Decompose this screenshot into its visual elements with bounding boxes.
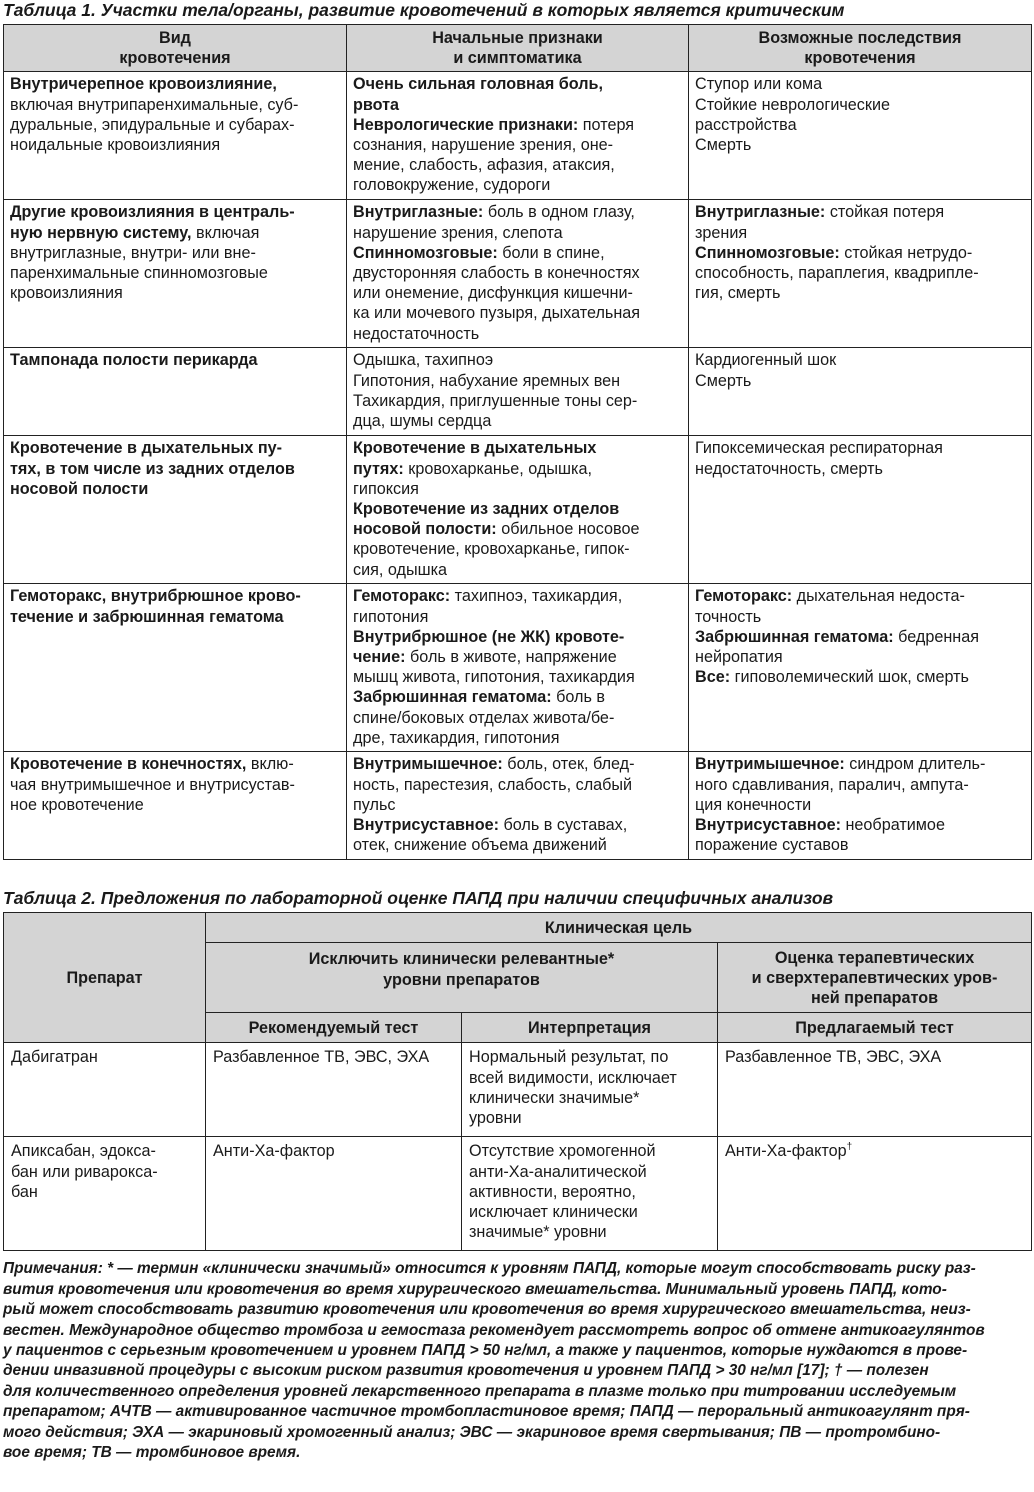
text-line: Стойкие неврологические xyxy=(695,95,891,114)
header-line: и симптоматика xyxy=(453,49,582,68)
text-line: Внутричерепное кровоизлияние, xyxy=(10,75,277,94)
text-line: значимые* уровни xyxy=(469,1223,607,1242)
text-line: дыхательная недоста- xyxy=(796,587,965,606)
proposed-test-cell xyxy=(718,1137,1032,1251)
notes-line: Примечания: * — термин «клинически значимый» относится к уровням ПАПД, которые могут способствовать риску раз- xyxy=(3,1260,976,1278)
text-line: головокружение, судороги xyxy=(353,176,551,195)
text-line: боль, отек, блед- xyxy=(507,755,635,774)
consequences-cell xyxy=(689,200,1032,348)
notes xyxy=(3,1259,1032,1463)
notes-line: дении инвазивной процедуры с высоким риском развития кровотечения и уровнем ПАПД > 30 нг/мл [17]; † — полезен xyxy=(3,1362,929,1380)
text-line: бан или риварокса- xyxy=(11,1162,158,1181)
text-line: рвота xyxy=(353,95,400,114)
text-line: точность xyxy=(695,607,762,626)
text-line: Тахикардия, приглушенные тоны сер- xyxy=(353,391,638,410)
text-line: мышц живота, гипотония, тахикардия xyxy=(353,668,635,687)
text-line: Гипоксемическая респираторная xyxy=(695,439,943,458)
text-label: Внутримышечное: xyxy=(353,755,503,774)
text-line: Разбавленное ТВ, ЭВС, ЭХА xyxy=(725,1048,942,1067)
text-line: Гемоторакс, внутрибрюшное крово- xyxy=(10,587,301,606)
header-line: Исключить клинически релевантные* xyxy=(308,950,615,969)
text-line: анти-Ха-аналитической xyxy=(469,1162,647,1181)
text-line: исключает клинически xyxy=(469,1203,638,1222)
interpretation-header: Интерпретация xyxy=(462,1013,718,1043)
text-line: гиповолемический шок, смерть xyxy=(734,668,969,687)
text-line: нейропатия xyxy=(695,648,783,667)
table1-header-cell xyxy=(4,25,347,72)
test-cell xyxy=(206,1043,462,1137)
text-line: дуральные, эпидуральные и субарах- xyxy=(10,115,295,134)
table-row xyxy=(4,200,1032,348)
drug-cell xyxy=(4,1043,206,1137)
text-label: Забрюшинная гематома: xyxy=(353,688,552,707)
table2-caption: Таблица 2. Предложения по лабораторной оценке ПАПД при наличии специфичных анализов xyxy=(3,888,834,909)
text-line: дца, шумы сердца xyxy=(353,412,492,431)
bleeding-type-cell xyxy=(4,752,347,860)
text-line: Очень сильная головная боль, xyxy=(353,75,603,94)
text-line: мение, слабость, афазия, атаксия, xyxy=(353,156,615,175)
consequences-cell xyxy=(689,436,1032,584)
table1-header-row xyxy=(4,25,1032,72)
text-line: дре, тахикардия, гипотония xyxy=(353,728,560,747)
symptoms-cell xyxy=(347,348,689,436)
bleeding-type-cell xyxy=(4,584,347,752)
text-line: боль в суставах, xyxy=(503,816,628,835)
proposed-test-header: Предлагаемый тест xyxy=(718,1013,1032,1043)
text-line: тахипноэ, тахикардия, xyxy=(454,587,623,606)
table-row xyxy=(4,1137,1032,1251)
text-line: или онемение, дисфункция кишечни- xyxy=(353,284,633,303)
table-row xyxy=(4,1043,1032,1137)
text-line: Кровотечение в дыхательных xyxy=(353,439,597,458)
proposed-test-cell xyxy=(718,1043,1032,1137)
symptoms-cell xyxy=(347,584,689,752)
text-line: Гипотония, набухание яремных вен xyxy=(353,371,621,390)
text-line: отек, снижение объема движений xyxy=(353,836,607,855)
text-line: боль в одном глазу, xyxy=(487,203,635,222)
text-line: клинически значимые* xyxy=(469,1088,640,1107)
bleeding-type-cell xyxy=(4,200,347,348)
text-line: расстройства xyxy=(695,115,797,134)
text-line: Анти-Ха-фактор xyxy=(213,1142,335,1161)
text-line: внутриглазные, внутри- или вне- xyxy=(10,243,256,262)
text-line: ция конечности xyxy=(695,795,812,814)
footnote-mark: † xyxy=(846,1142,853,1154)
bleeding-type-cell xyxy=(4,72,347,200)
text-line: недостаточность, смерть xyxy=(695,459,883,478)
text-line: бедренная xyxy=(898,627,979,646)
table1-header-cell xyxy=(347,25,689,72)
notes-line: вития кровотечения или кровотечения во время хирургического вмешательства. Минимальный уровень ПАПД, кото- xyxy=(3,1280,947,1298)
text-line: стойкая потеря xyxy=(829,203,945,222)
header-line: кровотечения xyxy=(119,49,231,68)
text-line: потеря xyxy=(582,115,635,134)
text-line: ность, парестезия, слабость, слабый xyxy=(353,775,633,794)
text-line: носовой полости xyxy=(10,479,149,498)
text-label: чение: xyxy=(353,648,406,667)
text-line: Анти-Ха-фактор xyxy=(725,1142,847,1161)
text-line: гипотония xyxy=(353,607,429,626)
text-label: Кровотечение в конечностях, xyxy=(10,755,247,774)
text-line: Смерть xyxy=(695,371,752,390)
text-line: Другие кровоизлияния в централь- xyxy=(10,203,295,222)
bleeding-type-cell xyxy=(4,436,347,584)
text-line: чая внутримышечное и внутрисустав- xyxy=(10,775,295,794)
text-line: Одышка, тахипноэ xyxy=(353,351,494,370)
symptoms-cell xyxy=(347,436,689,584)
text-line: сия, одышка xyxy=(353,560,448,579)
text-line: ка или мочевого пузыря, дыхательная xyxy=(353,304,641,323)
text-line: кровохарканье, одышка, xyxy=(408,459,592,478)
text-label: Внутриглазные: xyxy=(353,203,484,222)
notes-line: у пациентов с серьезным кровотечением и уровнем ПАПД > 50 нг/мл, а также у пациентов, которые нуждаются в прове- xyxy=(3,1342,968,1360)
text-line: пульс xyxy=(353,795,396,814)
header-line: ней препаратов xyxy=(810,989,939,1007)
interpretation-cell xyxy=(462,1043,718,1137)
header-line: и сверхтерапевтических уров- xyxy=(751,968,998,987)
text-line: Кардиогенный шок xyxy=(695,351,837,370)
notes-line: вое время; ТВ — тромбиновое время. xyxy=(3,1444,301,1462)
text-line: всей видимости, исключает xyxy=(469,1068,677,1087)
text-label: Внутриглазные: xyxy=(695,203,826,222)
drug-header: Препарат xyxy=(4,913,206,1043)
text-line: гипоксия xyxy=(353,479,419,498)
text-line: кровотечение, кровохарканье, гипок- xyxy=(353,540,630,559)
consequences-cell xyxy=(689,348,1032,436)
table-row xyxy=(4,72,1032,200)
text-line: вклю- xyxy=(250,755,294,774)
text-line: Кровотечение из задних отделов xyxy=(353,500,620,519)
text-line: зрения xyxy=(695,223,748,242)
header-line: Оценка терапевтических xyxy=(774,948,975,967)
consequences-cell xyxy=(689,584,1032,752)
text-line: поражение суставов xyxy=(695,836,849,855)
text-line: нарушение зрения, слепота xyxy=(353,223,563,242)
text-line: боль в животе, напряжение xyxy=(410,648,617,667)
header-line: кровотечения xyxy=(804,49,916,68)
interpretation-cell xyxy=(462,1137,718,1251)
test-cell xyxy=(206,1137,462,1251)
table-row xyxy=(4,348,1032,436)
text-label: путях: xyxy=(353,459,404,478)
text-line: активности, вероятно, xyxy=(469,1182,636,1201)
text-line: Тампонада полости перикарда xyxy=(10,351,258,370)
consequences-cell xyxy=(689,72,1032,200)
text-line: синдром длитель- xyxy=(849,755,986,774)
text-label: Забрюшинная гематома: xyxy=(695,627,894,646)
drug-cell xyxy=(4,1137,206,1251)
text-line: паренхимальные спинномозговые xyxy=(10,264,268,283)
text-label: Внутрисуставное: xyxy=(353,816,499,835)
table2-header-row xyxy=(4,913,1032,943)
symptoms-cell xyxy=(347,72,689,200)
text-label: ную нервную систему, xyxy=(10,223,192,242)
text-line: боль в xyxy=(556,688,606,707)
text-line: Апиксабан, эдокса- xyxy=(11,1142,156,1161)
text-line: Ступор или кома xyxy=(695,75,823,94)
text-label: Спинномозговые: xyxy=(695,243,840,262)
text-line: включая xyxy=(196,223,260,242)
text-line: Отсутствие хромогенной xyxy=(469,1142,656,1161)
text-line: недостаточность xyxy=(353,324,480,343)
exclude-header xyxy=(206,943,718,1013)
text-line: гия, смерть xyxy=(695,284,781,303)
text-line: Нормальный результат, по xyxy=(469,1048,669,1067)
text-line: обильное носовое xyxy=(501,520,640,539)
text-label: Все: xyxy=(695,668,731,687)
text-line: Дабигатран xyxy=(11,1048,98,1067)
table1-caption: Таблица 1. Участки тела/органы, развитие кровотечений в которых является критическим xyxy=(3,0,845,20)
assess-header xyxy=(718,943,1032,1013)
text-label: Гемоторакс: xyxy=(695,587,793,606)
bleeding-type-cell xyxy=(4,348,347,436)
header-line: уровни препаратов xyxy=(383,970,540,989)
text-label: Внутримышечное: xyxy=(695,755,845,774)
notes-line: вестен. Международное общество тромбоза и гемостаза рекомендует рассмотреть вопрос об отмене антикоагулянтов xyxy=(3,1321,985,1339)
text-label: Неврологические признаки: xyxy=(353,115,579,134)
text-line: Кровотечение в дыхательных пу- xyxy=(10,439,283,458)
header-line: Вид xyxy=(159,29,191,47)
text-line: ноидальные кровоизлияния xyxy=(10,136,221,155)
consequences-cell xyxy=(689,752,1032,860)
notes-line: препаратом; АЧТВ — активированное частичное тромбопластиновое время; ПАПД — пероральный антикоагулянт пря- xyxy=(3,1403,970,1421)
text-label: Гемоторакс: xyxy=(353,587,451,606)
table-row xyxy=(4,436,1032,584)
notes-line: рый может способствовать развитию кровотечения или кровотечения во время хирургического вмешательства, неиз- xyxy=(3,1301,971,1319)
symptoms-cell xyxy=(347,200,689,348)
recommended-test-header: Рекомендуемый тест xyxy=(206,1013,462,1043)
text-line: бан xyxy=(11,1182,38,1201)
text-label: Спинномозговые: xyxy=(353,243,498,262)
text-line: сознания, нарушение зрения, оне- xyxy=(353,136,614,155)
text-line: ного сдавливания, паралич, ампута- xyxy=(695,775,969,794)
text-line: способность, параплегия, квадрипле- xyxy=(695,264,979,283)
text-line: необратимое xyxy=(845,816,945,835)
text-line: включая внутрипаренхимальные, суб- xyxy=(10,95,299,114)
text-line: Смерть xyxy=(695,136,752,155)
table-row xyxy=(4,752,1032,860)
text-label: Внутрисуставное: xyxy=(695,816,841,835)
notes-line: для количественного определения уровней лекарственного препарата в плазме только при титровании исследуемым xyxy=(3,1382,957,1400)
clinical-goal-header: Клиническая цель xyxy=(206,913,1032,943)
table2 xyxy=(3,912,1032,1251)
header-line: Возможные последствия xyxy=(758,29,962,47)
symptoms-cell xyxy=(347,752,689,860)
table1-header-cell xyxy=(689,25,1032,72)
text-line: течение и забрюшинная гематома xyxy=(10,607,284,626)
text-line: Разбавленное ТВ, ЭВС, ЭХА xyxy=(213,1048,430,1067)
table1 xyxy=(3,24,1032,860)
text-line: двусторонняя слабость в конечностях xyxy=(353,264,640,283)
text-line: тях, в том числе из задних отделов xyxy=(10,459,295,478)
text-line: ное кровотечение xyxy=(10,795,144,814)
text-line: Внутрибрюшное (не ЖК) кровоте- xyxy=(353,627,625,646)
text-line: кровоизлияния xyxy=(10,284,123,303)
text-label: носовой полости: xyxy=(353,520,497,539)
notes-line: мого действия; ЭХА — экариновый хромогенный анализ; ЭВС — экариновое время свертывания; ПВ — протромбино- xyxy=(3,1423,941,1441)
text-line: стойкая нетрудо- xyxy=(844,243,973,262)
table-row xyxy=(4,584,1032,752)
header-line: Начальные признаки xyxy=(432,29,603,47)
text-line: спине/боковых отделах живота/бе- xyxy=(353,708,615,727)
text-line: боли в спине, xyxy=(502,243,605,262)
text-line: уровни xyxy=(469,1109,522,1128)
